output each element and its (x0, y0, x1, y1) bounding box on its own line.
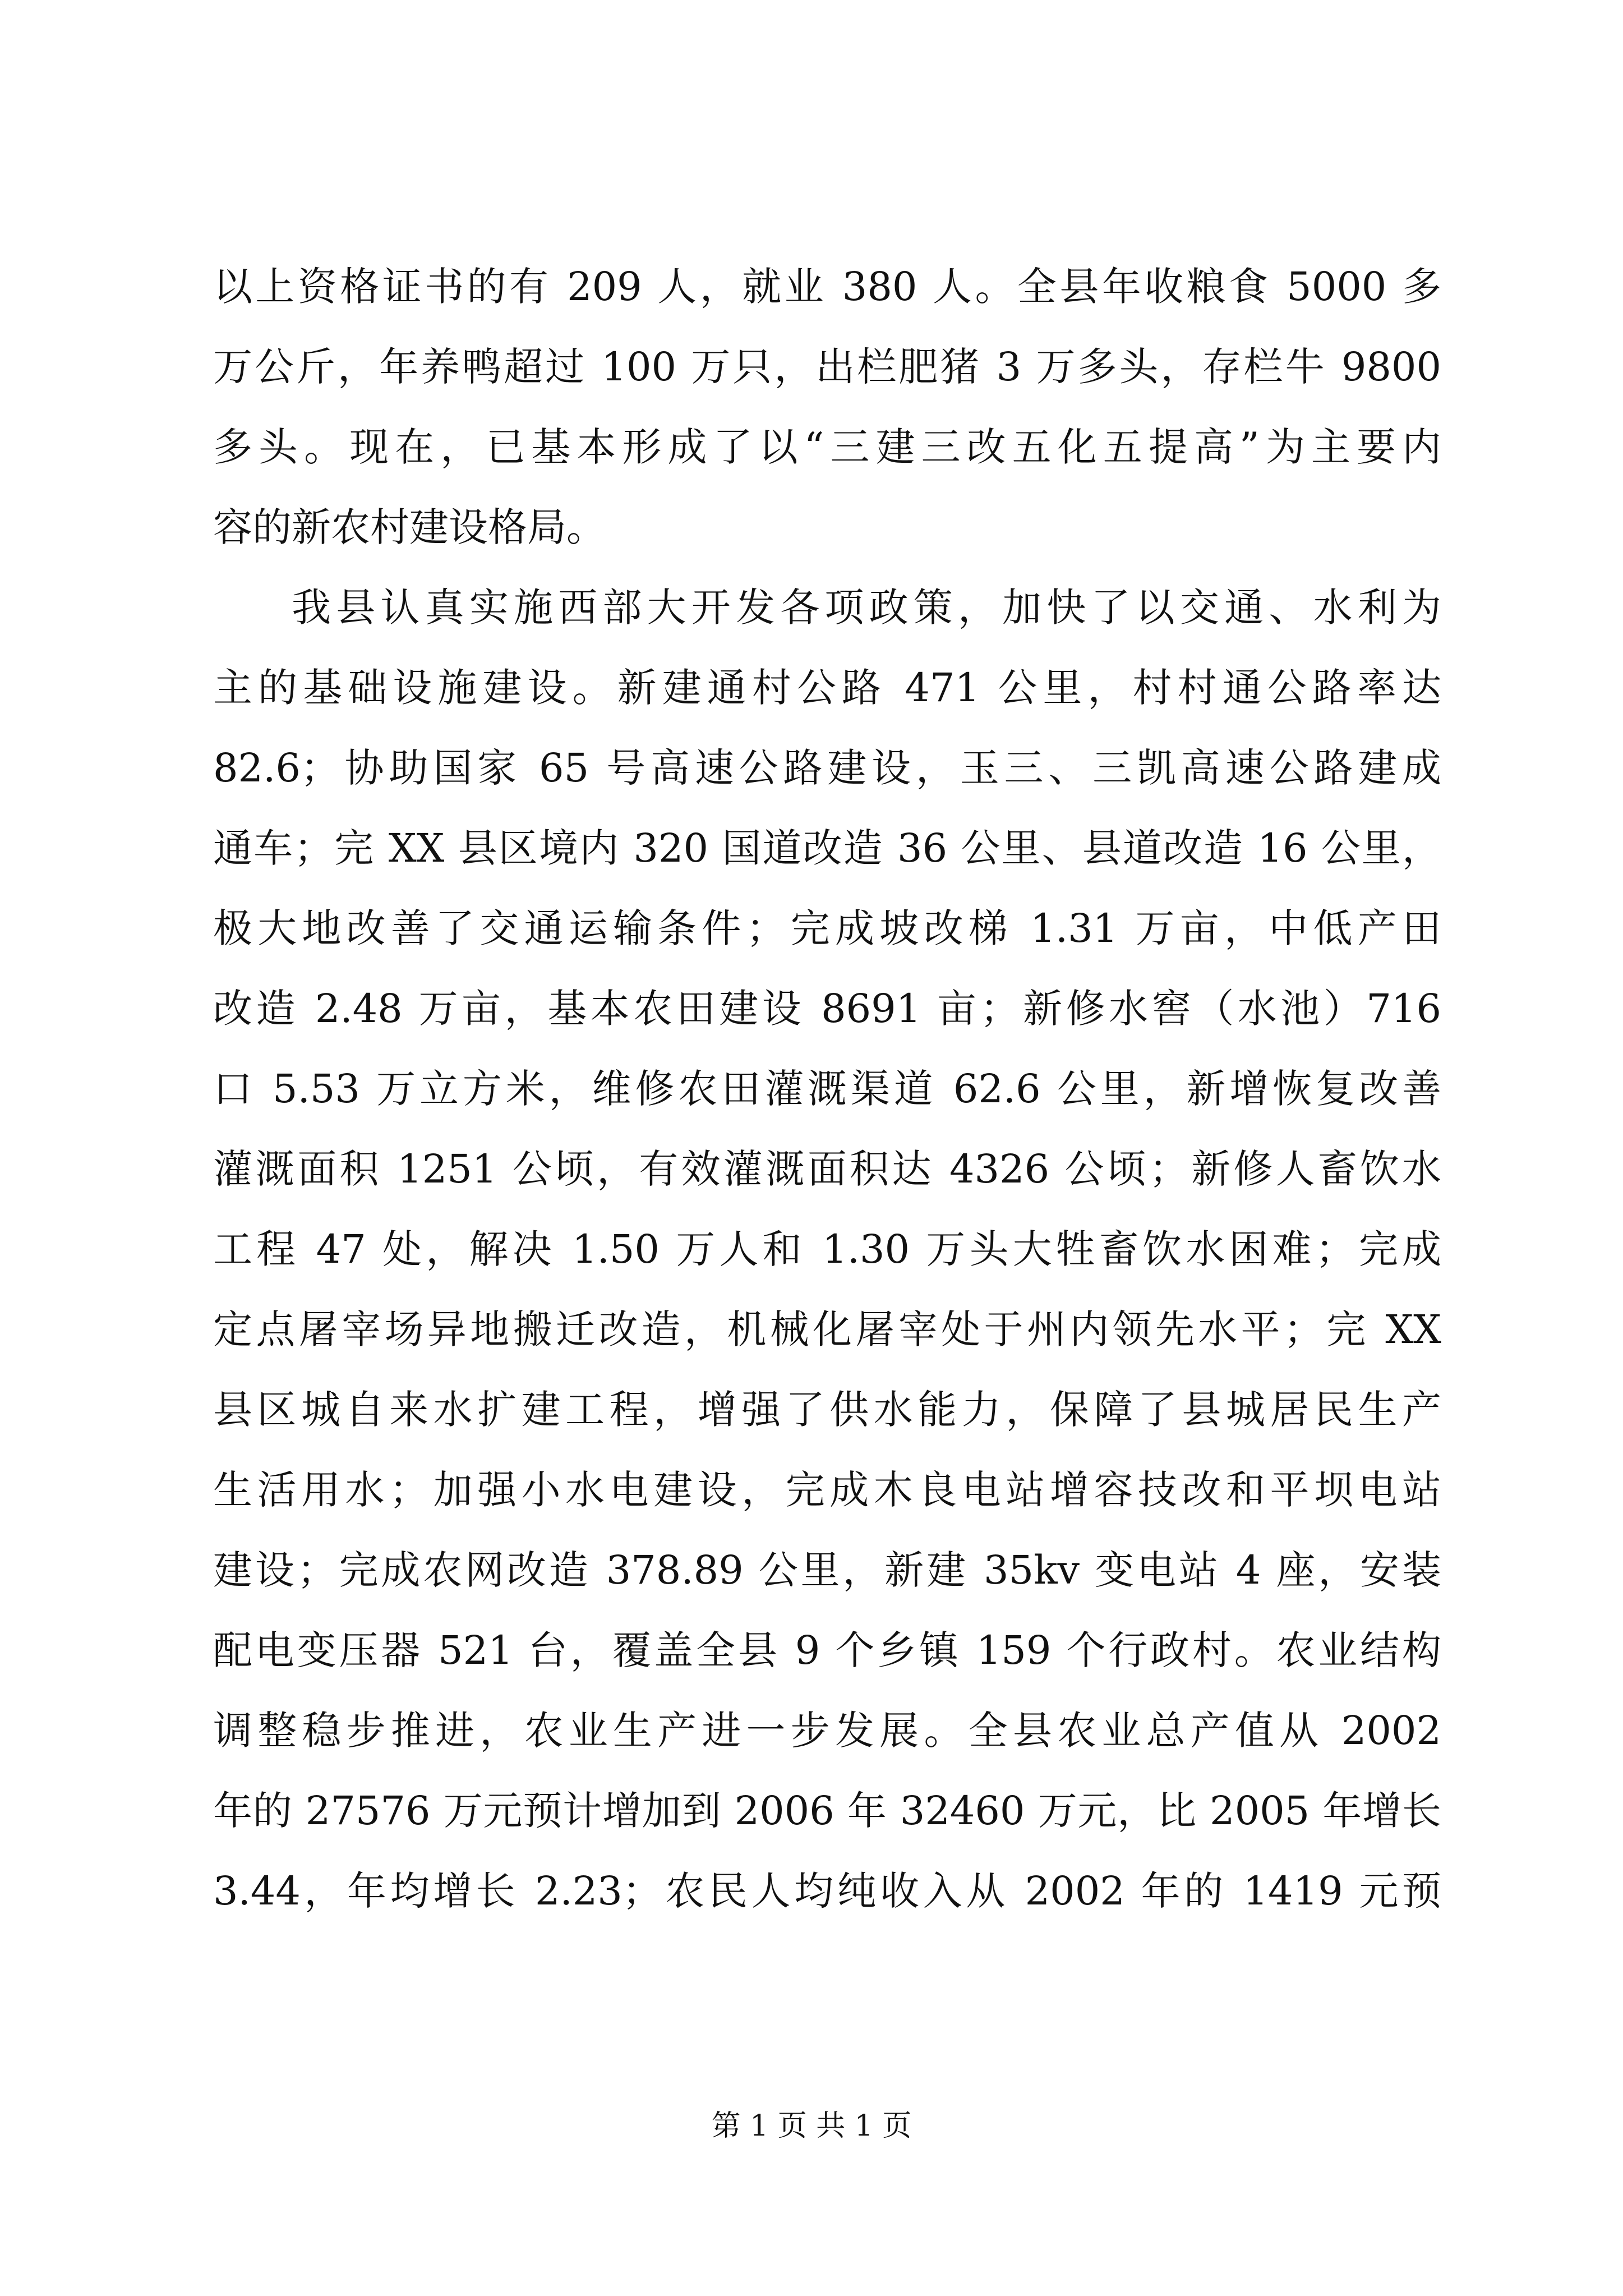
text-line: 县区城自来水扩建工程，增强了供水能力，保障了县城居民生产 (213, 1387, 1441, 1433)
text-line: 通车；完 XX 县区境内 320 国道改造 36 公里、县道改造 16 公里， (213, 825, 1441, 871)
document-body (213, 247, 1441, 1931)
text-line: 生活用水；加强小水电建设，完成木良电站增容技改和平坝电站 (213, 1467, 1441, 1513)
text-line: 万公斤，年养鸭超过 100 万只，出栏肥猪 3 万多头，存栏牛 9800 (213, 344, 1441, 390)
text-line: 容的新农村建设格局。 (213, 504, 606, 550)
text-line: 工程 47 处，解决 1.50 万人和 1.30 万头大牲畜饮水困难；完成 (213, 1226, 1441, 1272)
text-line: 82.6；协助国家 65 号高速公路建设，玉三、三凯高速公路建成 (213, 745, 1441, 791)
text-line: 多头。现在，已基本形成了以“三建三改五化五提高”为主要内 (213, 424, 1441, 470)
text-line: 定点屠宰场异地搬迁改造，机械化屠宰处于州内领先水平；完 XX (213, 1306, 1441, 1352)
text-line: 建设；完成农网改造 378.89 公里，新建 35kv 变电站 4 座，安装 (213, 1547, 1441, 1593)
page-footer (0, 2106, 1623, 2146)
text-line: 改造 2.48 万亩，基本农田建设 8691 亩；新修水窖（水池）716 (213, 986, 1441, 1032)
text-line: 口 5.53 万立方米，维修农田灌溉渠道 62.6 公里，新增恢复改善 (213, 1066, 1441, 1112)
text-line: 年的 27576 万元预计增加到 2006 年 32460 万元，比 2005 年增长 (213, 1788, 1441, 1834)
text-line: 我县认真实施西部大开发各项政策，加快了以交通、水利为 (292, 585, 1441, 631)
text-line: 配电变压器 521 台，覆盖全县 9 个乡镇 159 个行政村。农业结构 (213, 1627, 1441, 1673)
page-number-label: 第 1 页 共 1 页 (711, 2109, 912, 2143)
text-line: 3.44，年均增长 2.23；农民人均纯收入从 2002 年的 1419 元预 (213, 1868, 1441, 1914)
text-line: 主的基础设施建设。新建通村公路 471 公里，村村通公路率达 (213, 665, 1441, 711)
text-line: 灌溉面积 1251 公顷，有效灌溉面积达 4326 公顷；新修人畜饮水 (213, 1146, 1441, 1192)
text-line: 极大地改善了交通运输条件；完成坡改梯 1.31 万亩，中低产田 (213, 905, 1441, 951)
text-line: 调整稳步推进，农业生产进一步发展。全县农业总产值从 2002 (213, 1708, 1441, 1754)
text-line: 以上资格证书的有 209 人，就业 380 人。全县年收粮食 5000 多 (213, 264, 1441, 310)
